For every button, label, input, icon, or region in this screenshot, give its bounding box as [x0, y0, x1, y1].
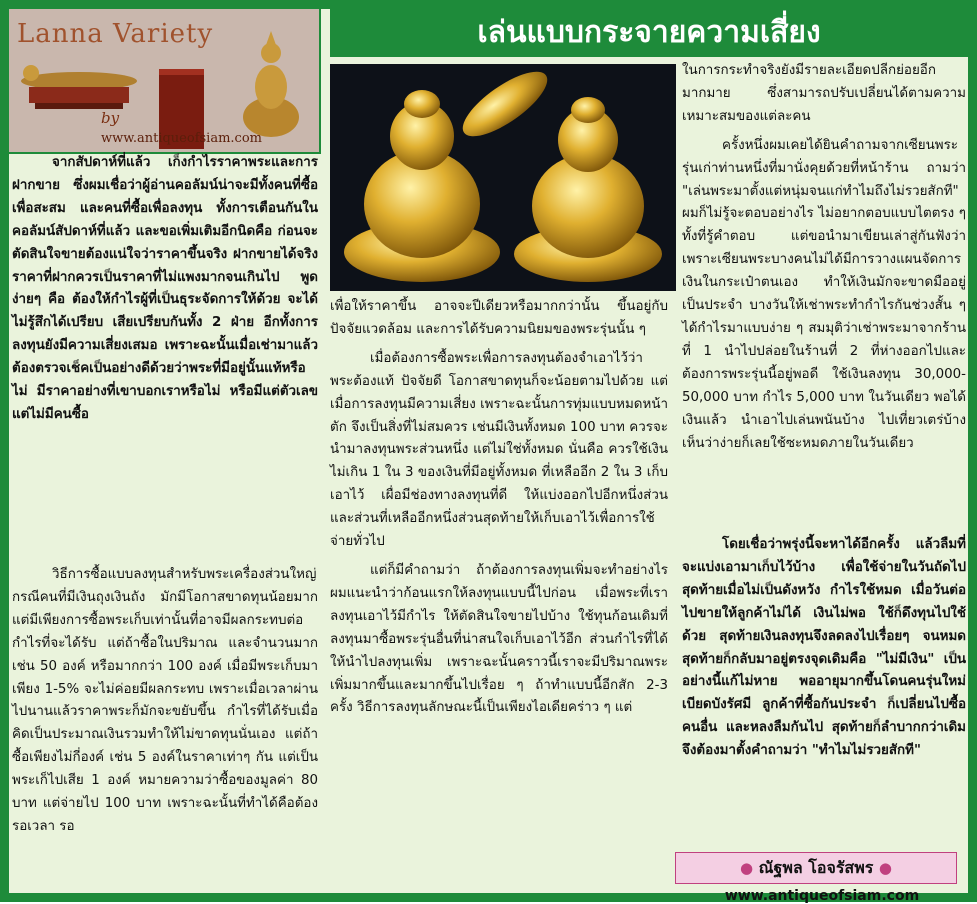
bullet-icon: ●	[878, 859, 892, 877]
article-column-3-bold	[682, 534, 966, 763]
paragraph: วิธีการซื้อแบบลงทุนสำหรับพระเครื่องส่วนใหญ่กรณีคนที่มีเงินถุงเงินถัง มักมีโอกาสขาดทุนน้อยมาก แต่มีเพียงการซื้อพระเก็บเท่านั้นที่อาจมีผลกระทบต่อกำไรที่จะได้รับ แต่ถ้าซื้อในปริมาณ และจำนวนมาก เช่น 50 องค์ หรือมากกว่า 100 องค์ เมื่อมีพระเก็บมาเพียง 1-5% จะไม่ค่อยมีผลกระทบ เพราะเมื่อเวลาผ่านไปนานแล้วราคาพระก็มักจะขยับขึ้น กำไรที่ได้รับเมื่อคิดเป็นประมาณเงินรวมทำให้ไม่ขาดทุนนั่นเอง แต่ถ้าซื้อเพียงไม่กี่องค์ เช่น 5 องค์ในราคาเท่าๆ กัน แต่เป็นพระเก็ไปเสีย 1 องค์ หมายความว่าซื้อของมูลค่า 80 บาท แต่จ่ายไป 100 บาท เพราะฉะนั้นที่ทำได้คือต้องรอเวลา รอ	[12, 567, 318, 834]
logo-by-text: by	[101, 109, 120, 127]
paragraph: จากสัปดาห์ที่แล้ว เก็งกำไรราคาพระและการฝากขาย ซึ่งผมเชื่อว่าผู้อ่านคอลัมน์น่าจะมีทั้งคนที่ซื้อเพื่อสะสม และคนที่ซื้อเพื่อลงทุน ทั้งการเตือนกันในคอลัมน์สัปดาห์ที่แล้ว และขอเพิ่มเติมอีกนิดคือ ก่อนจะตัดสินใจขายต้องแน่ใจว่าราคาขึ้นจริง ฝากขายได้จริง ราคาที่ฝากควรเป็นราคาที่ไม่แพงมากจนเกินไป พูดง่ายๆ คือ ต้องให้กำไรผู้ที่เป็นธุระจัดการให้ด้วย จะได้ไม่รู้สึกได้เปรียบ เสียเปรียบกันทั้ง 2 ฝ่าย อีกทั้งการลงทุนยังมีความเสี่ยงเสมอ เพราะฉะนั้นเมื่อเช่ามาแล้วต้องตรวจเช็คเป็นอย่างดีด้วยว่าพระที่มีอยู่นั้นแท้หรือไม่ มีราคาอย่างที่เขาบอกเราหรือไม่ หรือมีแต่ตัวเลข แต่ไม่มีคนซื้อ	[12, 155, 318, 422]
headline-banner: เล่นแบบกระจายความเสี่ยง	[330, 9, 968, 57]
author-byline	[675, 852, 957, 884]
logo-url: www.antiqueofsiam.com	[101, 131, 262, 146]
website-url: www.antiqueofsiam.com	[724, 888, 920, 904]
bullet-icon: ●	[739, 859, 754, 877]
article-column-2	[330, 296, 668, 720]
paragraph: ครั้งหนึ่งผมเคยได้ยินคำถามจากเซียนพระรุ่นเก่าท่านหนึ่งที่มานั่งคุยด้วยที่หน้าร้าน ถามว่า "เล่นพระมาตั้งแต่หนุ่มจนแก่ทำไมถึงไม่รวยสักที" ผมก็ไม่รู้จะตอบอย่างไร ไม่อยากตอบแบบไตตรง ๆ ทั้งที่รู้คำตอบ แต่ขอนำมาเขียนเล่าสู่กันฟังว่า เพราะเซียนพระบางคนไม่ได้มีการวางแผนจัดการเงินในกระเป๋าตนเอง ทำให้เงินมักจะขาดมืออยู่เป็นประจำ บางวันให้เช่าพระทำกำไรกันช่วงสั้น ๆ ได้กำไรมาแบบง่าย ๆ สมมุติว่าเช่าพระมาจากร้านที่ 1 นำไปปล่อยในร้านที่ 2 ที่ห่างออกไปและต้องการพระรุ่นนี้อยู่พอดี ใช้เงินลงทุน 30,000-50,000 บาท กำไร 5,000 บาท ในวันเดียว พอได้เงินแล้ว นำเอาไปเล่นพนันบ้าง ไปเที่ยวเตร่บ้าง เห็นว่าง่ายก็เลยใช้ซะหมดภายในวันเดียว	[682, 137, 966, 451]
logo-title: Lanna Variety	[17, 19, 214, 49]
paragraph: เมื่อต้องการซื้อพระเพื่อการลงทุนต้องจำเอาไว้ว่า พระต้องแท้ ปัจจัยดี โอกาสขาดทุนก็จะน้อยตามไปด้วย แต่เมื่อการลงทุนมีความเสี่ยง เพราะฉะนั้นการทุ่มแบบหมดหน้าตัก จึงเป็นสิ่งที่ไม่สมควร เช่นมีเงินทั้งหมด 100 บาท ควรจะนำมาลงทุนพระส่วนหนึ่ง แต่ไม่ใช่ทั้งหมด นั่นคือ ควรใช้เงินไม่เกิน 1 ใน 3 ของเงินที่มีอยู่ทั้งหมด ที่เหลืออีก 2 ใน 3 เก็บเอาไว้ เผื่อมีช่องทางลงทุนที่ดี ให้แบ่งออกไปอีกหนึ่งส่วน และส่วนที่เหลืออีกหนึ่งส่วนสุดท้ายให้เก็บเอาไว้เพื่อการใช้จ่ายทั่วไป	[330, 350, 668, 550]
article-column-3	[682, 60, 966, 455]
article-column-1-continued	[12, 564, 318, 839]
author-name: ณัฐพล โอจรัสพร	[758, 858, 874, 877]
paragraph: เพื่อให้ราคาขึ้น อาจจะปีเดียวหรือมากกว่านั้น ขึ้นอยู่กับปัจจัยแวดล้อม และการได้รับความนิยมของพระรุ่นนั้น ๆ	[330, 299, 668, 337]
lanna-variety-logo	[9, 9, 321, 154]
amulet-photo	[330, 64, 676, 291]
paragraph: โดยเชื่อว่าพรุ่งนี้จะหาได้อีกครั้ง แล้วลืมที่จะแบ่งเอามาเก็บไว้บ้าง เพื่อใช้จ่ายในวันถัดไป สุดท้ายเมื่อไม่เป็นดังหวัง กำไรใช้หมด เมื่อวันต่อไปขายให้ลูกค้าไม่ได้ เงินไม่พอ ใช้ก็ดึงทุนไปใช้ด้วย สุดท้ายเงินลงทุนจึงลดลงไปเรื่อยๆ จนหมด สุดท้ายก็กลับมาอยู่ตรงจุดเดิมคือ "ไม่มีเงิน" เป็นอย่างนี้แก้ไม่หาย พออายุมากขึ้นโดนคนรุ่นใหม่เบียดบังรัศมี ลูกค้าที่ซื้อกันประจำ ก็เปลี่ยนไปซื้อคนอื่น และหลงลืมกันไป สุดท้ายก็ลำบากกว่าเดิม จึงต้องมาตั้งคำถามว่า "ทำไมไม่รวยสักที"	[682, 537, 966, 759]
golden-buddha-amulets-image	[330, 64, 676, 291]
paragraph: ในการกระทำจริงยังมีรายละเอียดปลีกย่อยอีกมากมาย ซึ่งสามารถปรับเปลี่ยนได้ตามความเหมาะสมของแต่ละคน	[682, 63, 966, 124]
paragraph: แต่ก็มีคำถามว่า ถ้าต้องการลงทุนเพิ่มจะทำอย่างไร ผมแนะนำว่าก้อนแรกให้ลงทุนแบบนี้ไปก่อน เมื่อพระที่เราลงทุนเอาไว้มีกำไร ให้ตัดสินใจขายไปบ้าง ใช้ทุนก้อนเดิมที่ลงทุนมาซื้อพระรุ่นอื่นที่น่าสนใจเก็บเอาไว้อีก ส่วนกำไรที่ได้ให้นำไปลงทุนเพิ่ม เพราะฉะนั้นคราวนี้เราจะมีปริมาณพระเพิ่มมากขึ้นและมากขึ้นไปเรื่อย ๆ ถ้าทำแบบนี้อีกสัก 2-3 ครั้ง วิธีการลงทุนลักษณะนี้เป็นเพียงไอเดียคร่าว ๆ แต่	[330, 562, 668, 716]
article-column-1	[12, 152, 318, 427]
